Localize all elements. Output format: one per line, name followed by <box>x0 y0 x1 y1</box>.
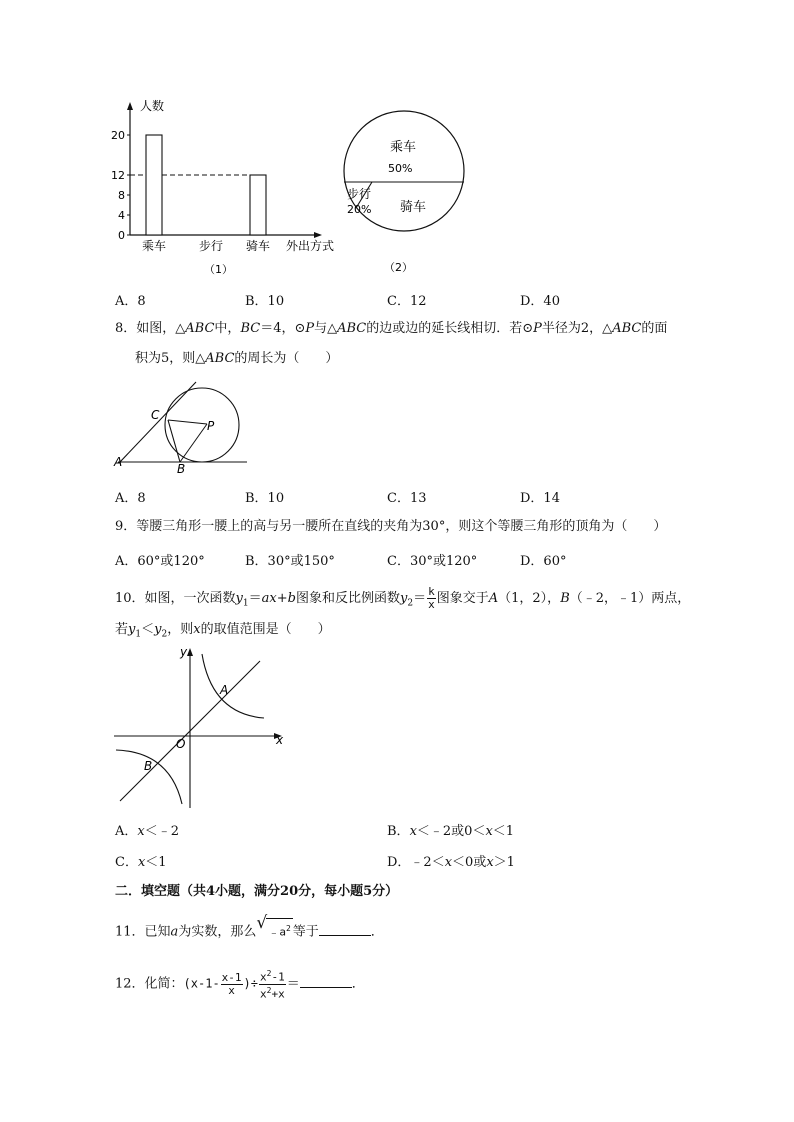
fraction-k-over-x: $\frac{k}{x}$ <box>428 585 435 611</box>
q10-option-d: D．﹣2＜x＜0或x＞1 <box>387 855 515 870</box>
x-axis-label: 外出方式 <box>286 239 335 253</box>
q8-option-c: C．13 <box>387 491 427 506</box>
y-tick-label: 4 <box>118 209 125 222</box>
pie-chart <box>330 96 480 280</box>
pie-slice-pct-1: 50% <box>388 162 413 175</box>
q8-text-line2: 积为5，则△ABC的周长为（ ） <box>135 351 339 366</box>
hyperbola-branch-upper <box>202 654 264 718</box>
q10-option-c: C．x＜1 <box>115 855 167 870</box>
y-tick-label: 8 <box>118 189 125 202</box>
axis-label-x: x <box>276 733 284 747</box>
fraction-x2-minus-1-over-x2-plus-x: $\frac{x^2-1}{x^2+x}$ <box>260 969 285 1001</box>
segment-bp <box>180 424 207 462</box>
point-label-b: B <box>177 462 186 476</box>
q7-option-a: A．8 <box>115 294 146 309</box>
x-category-label: 步行 <box>198 239 224 253</box>
y-tick-label: 20 <box>111 129 125 142</box>
q9-option-d: D．60° <box>520 554 567 569</box>
q9-option-c: C．30°或120° <box>387 554 478 569</box>
q12-text: 12．化简：(x-1- $\frac{x-1}{x}$ )÷ $\frac{x^2-1}{x^2+x}$ ＝ ． <box>115 969 365 1001</box>
pie-slice-label-3: 骑车 <box>400 200 427 215</box>
q9-option-b: B．30°或150° <box>245 554 335 569</box>
q8-option-d: D．14 <box>520 491 560 506</box>
circle-p <box>165 388 239 462</box>
q7-option-b: B．10 <box>245 294 285 309</box>
pie-slice-pct-2: 20% <box>347 203 372 216</box>
point-label-c: C <box>151 408 160 422</box>
answer-blank[interactable] <box>300 975 352 988</box>
y-axis-arrow <box>127 102 133 110</box>
q8-text-line1: 8．如图，△ABC中，BC＝4，⊙P与△ABC的边或边的延长线相切．若⊙P半径为2，△ABC的面 <box>115 321 668 336</box>
q10-option-a: A．x＜﹣2 <box>115 824 180 839</box>
bar-0 <box>146 135 162 235</box>
y-axis-label: 人数 <box>140 99 165 113</box>
x-category-label: 骑车 <box>245 239 271 253</box>
section-title: 二．填空题（共4小题，满分20分，每小题5分） <box>115 884 399 899</box>
q10-option-b: B．x＜﹣2或0＜x＜1 <box>387 824 515 839</box>
point-label-a: A <box>220 683 229 697</box>
bar-chart <box>108 98 348 282</box>
sqrt-expression: √ $﹣a^2$ <box>256 918 292 942</box>
q9-option-a: A．60°或120° <box>115 554 205 569</box>
q11-text: 11．已知a为实数，那么 √ $﹣a^2$ 等于 ． <box>115 913 384 940</box>
pie-chart-caption: （2） <box>384 261 413 274</box>
pie-slice-label-2: 步行 <box>347 187 372 201</box>
x-category-label: 乘车 <box>141 239 167 253</box>
segment-cp <box>168 420 207 424</box>
y-axis-arrow <box>187 648 193 656</box>
q10-text-line1: 10．如图，一次函数$y_1=ax+b$图象和反比例函数$y_2=$ $\frac{k}{x}$ 图象交于A（1，2），B（﹣2，﹣1）两点， <box>115 585 691 611</box>
axis-label-y: y <box>180 645 188 659</box>
y-tick-label: 0 <box>118 229 125 242</box>
point-label-b: B <box>144 759 153 773</box>
q10-graph <box>110 644 290 810</box>
x-axis-arrow <box>314 232 322 238</box>
bar-2 <box>250 175 266 235</box>
side-bc <box>168 420 180 462</box>
y-tick-label: 12 <box>111 169 125 182</box>
q7-option-c: C．12 <box>387 294 427 309</box>
point-label-a: A <box>114 455 123 469</box>
q8-figure <box>112 380 252 478</box>
q7-option-d: D．40 <box>520 294 560 309</box>
q9-text: 9．等腰三角形一腰上的高与另一腰所在直线的夹角为30°，则这个等腰三角形的顶角为（ ） <box>115 519 667 534</box>
point-label-p: P <box>207 419 215 433</box>
answer-blank[interactable] <box>319 923 371 936</box>
bar-chart-caption: （1） <box>204 263 233 276</box>
pie-slice-label-1: 乘车 <box>390 140 417 155</box>
q10-text-line2: 若$y_1<y_2$，则x的取值范围是（ ） <box>115 622 331 640</box>
q8-option-a: A．8 <box>115 491 146 506</box>
origin-label: O <box>176 737 186 751</box>
fraction-x-minus-1-over-x: $\frac{x-1}{x}$ <box>221 970 242 997</box>
q8-option-b: B．10 <box>245 491 285 506</box>
